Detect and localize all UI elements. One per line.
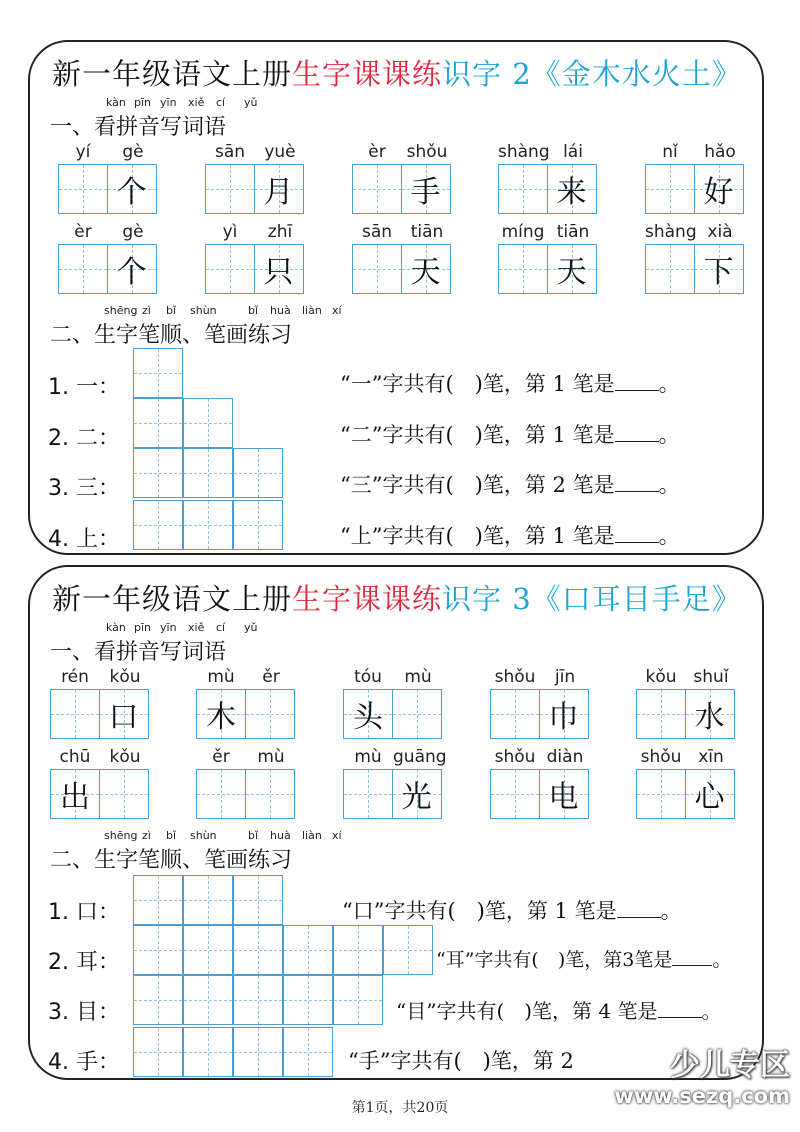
question-end: 。	[701, 999, 722, 1023]
pinyin-syllable: pīn	[134, 621, 152, 634]
stroke-question	[396, 995, 722, 1024]
tian-grid-cell[interactable]	[99, 769, 149, 819]
pinyin: guāng	[393, 747, 447, 767]
pinyin-syllable: xí	[332, 304, 342, 317]
pinyin: gè	[122, 222, 144, 242]
character	[393, 690, 441, 738]
tian-grid-cell[interactable]	[245, 689, 295, 739]
practice-grid-cell[interactable]	[283, 925, 333, 975]
stroke-question	[436, 945, 731, 972]
pinyin: ěr	[212, 747, 230, 767]
tian-grid-cell[interactable]	[205, 164, 255, 214]
stroke-row-label: 3. 三：	[48, 476, 120, 501]
stroke-row-label: 1. 一：	[48, 375, 120, 400]
question-end: 。	[658, 473, 680, 497]
answer-blank[interactable]	[615, 372, 659, 391]
tian-grid-cell[interactable]	[343, 769, 393, 819]
pinyin: shǒu	[406, 142, 448, 162]
character	[246, 770, 294, 818]
pinyin: shàng	[498, 142, 550, 162]
practice-grid-cell[interactable]	[233, 975, 283, 1025]
question-end: 。	[658, 524, 680, 548]
character	[499, 245, 547, 293]
pinyin: yuè	[264, 142, 296, 162]
tian-grid-cell[interactable]	[254, 164, 304, 214]
practice-grid-cell[interactable]	[233, 875, 283, 925]
tian-grid-cell[interactable]	[685, 769, 735, 819]
pinyin: èr	[74, 222, 92, 242]
pinyin-syllable: xí	[332, 829, 342, 842]
pinyin-syllable: cí	[216, 96, 226, 109]
character: 心	[694, 780, 725, 815]
character: 下	[703, 255, 734, 290]
stroke-row-label: 4. 上：	[48, 527, 120, 552]
character	[197, 770, 245, 818]
pinyin-syllable: cí	[216, 621, 226, 634]
page-footer: 第1页，共20页	[351, 1100, 449, 1116]
watermark-logo	[580, 1040, 790, 1110]
pinyin-syllable: huà	[270, 304, 291, 317]
practice-grid-cell[interactable]	[133, 500, 183, 550]
answer-blank[interactable]	[615, 524, 659, 543]
pinyin: kǒu	[645, 667, 677, 687]
character	[206, 245, 254, 293]
question-end: 。	[658, 372, 680, 396]
character	[344, 770, 392, 818]
pinyin-syllable: yīn	[160, 621, 177, 634]
answer-blank[interactable]	[617, 899, 661, 918]
character: 手	[410, 175, 441, 210]
section2-title: 二、生字笔顺、笔画练习	[50, 323, 293, 348]
tian-grid-cell[interactable]	[401, 244, 451, 294]
pinyin: tiān	[556, 222, 590, 242]
question-text: “耳”字共有( )笔，第3笔是	[436, 949, 673, 971]
practice-grid-cell[interactable]	[133, 1027, 183, 1077]
pinyin: shǒu	[494, 747, 536, 767]
pinyin-syllable: yǔ	[244, 96, 258, 109]
character: 口	[108, 700, 139, 735]
practice-grid-cell[interactable]	[333, 925, 383, 975]
pinyin-syllable: shùn	[190, 829, 217, 842]
practice-grid-cell[interactable]	[183, 975, 233, 1025]
tian-grid-cell[interactable]	[107, 164, 157, 214]
tian-grid-cell[interactable]	[539, 689, 589, 739]
character	[59, 165, 107, 213]
stroke-row-label: 1. 口：	[48, 900, 120, 925]
tian-grid-cell[interactable]	[498, 164, 548, 214]
tian-grid-cell[interactable]	[498, 244, 548, 294]
character: 出	[60, 780, 90, 815]
character: 天	[556, 255, 587, 290]
practice-grid-cell[interactable]	[133, 348, 183, 398]
character	[353, 245, 401, 293]
pinyin: rén	[61, 667, 89, 687]
character	[499, 165, 547, 213]
stroke-question	[340, 419, 680, 449]
pinyin-syllable: bǐ	[248, 829, 259, 842]
question-end: 。	[660, 899, 682, 923]
character	[100, 770, 148, 818]
pinyin-syllable: bǐ	[166, 304, 177, 317]
pinyin-syllable: kàn	[106, 96, 126, 109]
pinyin-syllable: yǔ	[244, 621, 258, 634]
pinyin: mù	[354, 747, 382, 767]
tian-grid-cell[interactable]	[636, 689, 686, 739]
practice-grid-cell[interactable]	[133, 398, 183, 448]
pinyin: xīn	[698, 747, 724, 767]
tian-grid-cell[interactable]	[205, 244, 255, 294]
question-text: “三”字共有( )笔，第 2 笔是	[340, 473, 615, 497]
pinyin-syllable: liàn	[302, 829, 322, 842]
title-series: 生字课课练	[292, 57, 443, 91]
pinyin-syllable: shēng	[104, 304, 138, 317]
pinyin-syllable: shēng	[104, 829, 138, 842]
character: 月	[263, 175, 294, 210]
question-text: “二”字共有( )笔，第 1 笔是	[340, 423, 615, 447]
character: 天	[410, 255, 441, 290]
pinyin-syllable: liàn	[302, 304, 322, 317]
pinyin: sān	[214, 142, 246, 162]
pinyin: sān	[361, 222, 393, 242]
pinyin-syllable: pīn	[134, 96, 152, 109]
character: 只	[263, 255, 294, 290]
character	[206, 165, 254, 213]
practice-grid-cell[interactable]	[183, 398, 233, 448]
pinyin: hǎo	[704, 142, 736, 162]
card-title	[52, 577, 742, 618]
tian-grid-cell[interactable]	[196, 769, 246, 819]
tian-grid-cell[interactable]	[645, 164, 695, 214]
pinyin-syllable: huà	[270, 829, 291, 842]
tian-grid-cell[interactable]	[58, 164, 108, 214]
section2-title: 二、生字笔顺、笔画练习	[50, 848, 293, 873]
pinyin: mù	[257, 747, 285, 767]
practice-grid-cell[interactable]	[283, 1027, 333, 1077]
title-main: 新一年级语文上册	[52, 57, 293, 91]
tian-grid-cell[interactable]	[685, 689, 735, 739]
pinyin: shǒu	[494, 667, 536, 687]
tian-grid-cell[interactable]	[636, 769, 686, 819]
pinyin: xià	[707, 222, 733, 242]
character: 个	[116, 175, 147, 210]
tian-grid-cell[interactable]	[392, 769, 442, 819]
pinyin: yí	[75, 142, 91, 162]
pinyin: kǒu	[109, 667, 141, 687]
pinyin-syllable: shùn	[190, 304, 217, 317]
pinyin: yì	[222, 222, 238, 242]
practice-grid-cell[interactable]	[183, 925, 233, 975]
character	[51, 690, 99, 738]
tian-grid-cell[interactable]	[107, 244, 157, 294]
pinyin: shuǐ	[693, 667, 729, 687]
character	[646, 245, 694, 293]
pinyin: diàn	[546, 747, 584, 767]
question-end: 。	[712, 949, 732, 971]
watermark-logo-text: 少儿专区	[670, 1048, 790, 1083]
tian-grid-cell[interactable]	[694, 164, 744, 214]
tian-grid-cell[interactable]	[196, 689, 246, 739]
worksheet-card-2	[28, 565, 764, 1080]
question-end: 。	[658, 423, 680, 447]
title-main: 新一年级语文上册	[52, 582, 293, 616]
character	[246, 690, 294, 738]
practice-grid-cell[interactable]	[133, 448, 183, 498]
card-title	[52, 52, 742, 93]
character: 来	[556, 175, 587, 210]
stroke-question	[340, 368, 680, 398]
answer-blank[interactable]	[615, 423, 659, 442]
tian-grid-cell[interactable]	[490, 769, 540, 819]
tian-grid-cell[interactable]	[50, 689, 100, 739]
pinyin: mù	[404, 667, 432, 687]
pinyin-syllable: kàn	[106, 621, 126, 634]
worksheet-card-1	[28, 40, 764, 555]
stroke-row-label: 2. 耳：	[48, 950, 120, 975]
watermark-url: www.sezq.com	[614, 1084, 790, 1108]
pinyin: chū	[59, 747, 91, 767]
character	[637, 690, 685, 738]
answer-blank[interactable]	[658, 999, 702, 1018]
question-text: “手”字共有( )笔，第 2	[348, 1049, 574, 1073]
title-lesson: 识字 3《口耳目手足》	[442, 582, 742, 616]
tian-grid-cell[interactable]	[490, 689, 540, 739]
practice-grid-cell[interactable]	[133, 925, 183, 975]
tian-grid-cell[interactable]	[352, 244, 402, 294]
practice-grid-cell[interactable]	[133, 975, 183, 1025]
tian-grid-cell[interactable]	[254, 244, 304, 294]
pinyin: tóu	[354, 667, 382, 687]
practice-grid-cell[interactable]	[233, 1027, 283, 1077]
pinyin: jīn	[554, 667, 576, 687]
practice-grid-cell[interactable]	[133, 875, 183, 925]
tian-grid-cell[interactable]	[99, 689, 149, 739]
pinyin: shǒu	[640, 747, 682, 767]
practice-grid-cell[interactable]	[183, 500, 233, 550]
practice-grid-cell[interactable]	[383, 925, 433, 975]
character: 个	[116, 255, 147, 290]
question-text: “上”字共有( )笔，第 1 笔是	[340, 524, 615, 548]
tian-grid-cell[interactable]	[547, 244, 597, 294]
character: 木	[206, 700, 236, 735]
pinyin-syllable: bǐ	[166, 829, 177, 842]
section1-title: 一、看拼音写词语	[50, 640, 227, 665]
tian-grid-cell[interactable]	[352, 164, 402, 214]
tian-grid-cell[interactable]	[392, 689, 442, 739]
character	[491, 770, 539, 818]
pinyin: míng	[501, 222, 545, 242]
pinyin-syllable: zì	[142, 304, 151, 317]
stroke-question	[340, 520, 680, 550]
tian-grid-cell[interactable]	[245, 769, 295, 819]
tian-grid-cell[interactable]	[645, 244, 695, 294]
stroke-question	[348, 1045, 574, 1075]
tian-grid-cell[interactable]	[547, 164, 597, 214]
practice-grid-cell[interactable]	[333, 975, 383, 1025]
character: 巾	[548, 700, 579, 735]
pinyin: nǐ	[662, 142, 678, 162]
pinyin: zhī	[267, 222, 293, 242]
question-text: “口”字共有( )笔，第 1 笔是	[342, 899, 617, 923]
stroke-row-label: 4. 手：	[48, 1050, 120, 1075]
character: 水	[694, 700, 725, 735]
title-lesson: 识字 2《金木水火土》	[442, 57, 742, 91]
tian-grid-cell[interactable]	[58, 244, 108, 294]
character	[353, 165, 401, 213]
practice-grid-cell[interactable]	[233, 448, 283, 498]
practice-grid-cell[interactable]	[183, 448, 233, 498]
pinyin: shàng	[645, 222, 697, 242]
character	[637, 770, 685, 818]
character	[491, 690, 539, 738]
pinyin: gè	[122, 142, 144, 162]
pinyin-syllable: xiě	[188, 96, 205, 109]
character	[646, 165, 694, 213]
stroke-question	[340, 469, 680, 499]
stroke-question	[342, 895, 682, 925]
answer-blank[interactable]	[672, 947, 712, 966]
pinyin: èr	[368, 142, 386, 162]
character: 好	[703, 175, 734, 210]
character: 光	[401, 780, 432, 815]
tian-grid-cell[interactable]	[343, 689, 393, 739]
practice-grid-cell[interactable]	[233, 500, 283, 550]
pinyin-syllable: zì	[142, 829, 151, 842]
pinyin: mù	[207, 667, 235, 687]
practice-grid-cell[interactable]	[183, 1027, 233, 1077]
question-text: “目”字共有( )笔，第 4 笔是	[396, 999, 658, 1023]
practice-grid-cell[interactable]	[233, 925, 283, 975]
practice-grid-cell[interactable]	[283, 975, 333, 1025]
section1-title: 一、看拼音写词语	[50, 115, 227, 140]
pinyin-syllable: yīn	[160, 96, 177, 109]
character: 电	[548, 780, 579, 815]
title-series: 生字课课练	[292, 582, 443, 616]
question-text: “一”字共有( )笔，第 1 笔是	[340, 372, 615, 396]
tian-grid-cell[interactable]	[50, 769, 100, 819]
pinyin: lái	[563, 142, 583, 162]
stroke-row-label: 2. 二：	[48, 426, 120, 451]
pinyin-syllable: bǐ	[248, 304, 259, 317]
pinyin: kǒu	[109, 747, 141, 767]
tian-grid-cell[interactable]	[401, 164, 451, 214]
character	[59, 245, 107, 293]
character: 头	[353, 700, 383, 735]
pinyin: tiān	[410, 222, 444, 242]
answer-blank[interactable]	[615, 473, 659, 492]
tian-grid-cell[interactable]	[539, 769, 589, 819]
pinyin: ěr	[262, 667, 280, 687]
stroke-row-label: 3. 目：	[48, 1000, 120, 1025]
tian-grid-cell[interactable]	[694, 244, 744, 294]
pinyin-syllable: xiě	[188, 621, 205, 634]
practice-grid-cell[interactable]	[183, 875, 233, 925]
